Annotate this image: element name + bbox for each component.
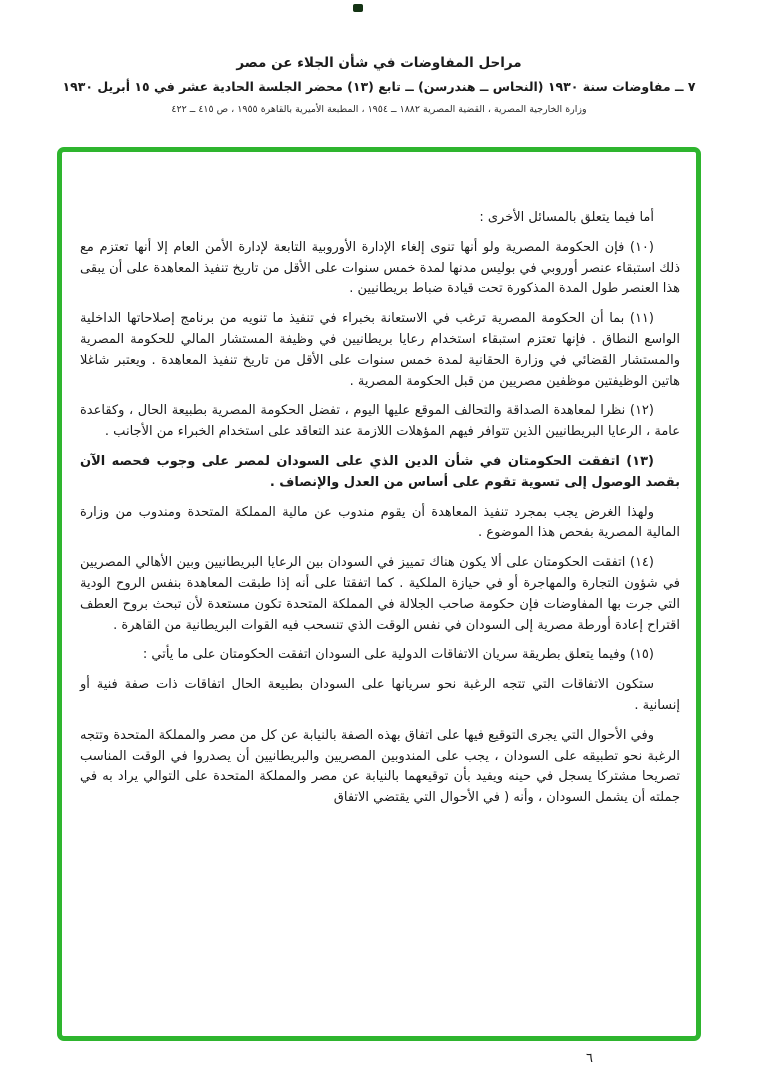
page-number: ٦ bbox=[586, 1051, 593, 1066]
body-paragraph: (١٢) نظرا لمعاهدة الصداقة والتحالف الموقع عليها اليوم ، تفضل الحكومة المصرية بطبيعة الحال ، وكقاعدة عامة ، الرعايا البريطانيين الذين تتوافر فيهم المؤهلات اللازمة عند التعاقد على استخدام الخبراء من الأجانب . bbox=[80, 403, 680, 440]
document-title: مراحل المفاوضات في شأن الجلاء عن مصر bbox=[236, 55, 522, 71]
highlight-border-box bbox=[57, 147, 701, 1041]
body-paragraph: وفي الأحوال التي يجرى التوقيع فيها على اتفاق بهذه الصفة بالنيابة عن كل من مصر والمملكة المتحدة وتتجه الرغبة نحو تطبيقه على السودان ، يجب على المندوبين المصريين والبريطانيين أن يصدروا في الوقت المناسب تصريحا مشتركا يسجل في حينه ويفيد بأن توقيعهما بالنيابة عن مصر والمملكة المتحدة على التوالي يراد به في جملته أن يشمل السودان ، وأنه ( في الأحوال التي يقتضي الاتفاق bbox=[80, 727, 680, 806]
body-paragraph: (١٥) وفيما يتعلق بطريقة سريان الاتفاقات الدولية على السودان اتفقت الحكومتان على ما يأتي : bbox=[142, 647, 654, 663]
body-paragraph: (١٣) اتفقت الحكومتان في شأن الدين الذي على السودان لمصر على وجوب فحصه الآن بقصد الوصول إلى تسوية تقوم على أساس من العدل والإنصاف . bbox=[80, 453, 680, 490]
body-paragraph: (١٠) فإن الحكومة المصرية ولو أنها تنوى إلغاء الإدارة الأوروبية التابعة لإدارة الأمن العام إلا أنها تعتزم مع ذلك استبقاء عنصر أوروبي في بوليس مدنها لمدة خمس سنوات على الأقل من تاريخ تنفيذ المعاهدة على أن يبقى هذا العنصر طول المدة المذكورة تحت قيادة ضباط بريطانيين . bbox=[80, 239, 680, 297]
body-paragraph: ولهذا الغرض يجب بمجرد تنفيذ المعاهدة أن يقوم مندوب عن مالية المملكة المتحدة ومندوب من وزارة المالية المصرية بفحص هذا الموضوع . bbox=[80, 504, 680, 541]
body-paragraph: (١٤) اتفقت الحكومتان على ألا يكون هناك تمييز في السودان بين الرعايا البريطانيين وبين الأهالي المصريين في شؤون التجارة والمهاجرة أو في حيازة الملكية . كما اتفقتا على أنه إذا طبقت المعاهدة بنفس الروح الودية التي جرت بها المفاوضات فإن حكومة صاحب الجلالة في المملكة المتحدة تكون مستعدة لأن تبحث بروح العطف اقتراح إعادة أورطة مصرية إلى السودان في نفس الوقت الذي تنسحب فيه القوات البريطانية من القاهرة . bbox=[80, 555, 680, 633]
document-header bbox=[0, 0, 758, 117]
document-subtitle: ٧ ــ مفاوضات سنة ١٩٣٠ (النحاس ــ هندرسن) ــ تابع (١٣) محضر الجلسة الحادية عشر في ١٥ أبريل ١٩٣٠ bbox=[62, 79, 696, 95]
body-paragraph: ستكون الاتفاقات التي تتجه الرغبة نحو سريانها على السودان بطبيعة الحال اتفاقات ذات صفة فنية أو إنسانية . bbox=[80, 677, 680, 713]
body-paragraph: (١١) بما أن الحكومة المصرية ترغب في الاستعانة بخبراء في تنفيذ ما تنويه من برنامج إصلاحاتها الداخلية الواسع النطاق . فإنها تعتزم استبقاء استخدام رعايا بريطانيين في وظيفة المستشار المالي للحكومة المصرية والمستشار القضائي في وزارة الحقانية لمدة خمس سنوات على الأقل من تاريخ تنفيذ المعاهدة . ويعتبر شاغلا هاتين الوظيفتين موظفين مصريين من قبل الحكومة المصرية . bbox=[80, 311, 680, 389]
document-citation: وزارة الخارجية المصرية ، القضية المصرية ١٨٨٢ ــ ١٩٥٤ ، المطبعة الأميرية بالقاهرة ١٩٥٥ ، ص ٤١٥ ــ ٤٢٢ bbox=[171, 104, 587, 116]
scan-artifact bbox=[353, 4, 363, 12]
document-body bbox=[62, 152, 696, 809]
body-paragraph: أما فيما يتعلق بالمسائل الأخرى : bbox=[479, 210, 654, 225]
